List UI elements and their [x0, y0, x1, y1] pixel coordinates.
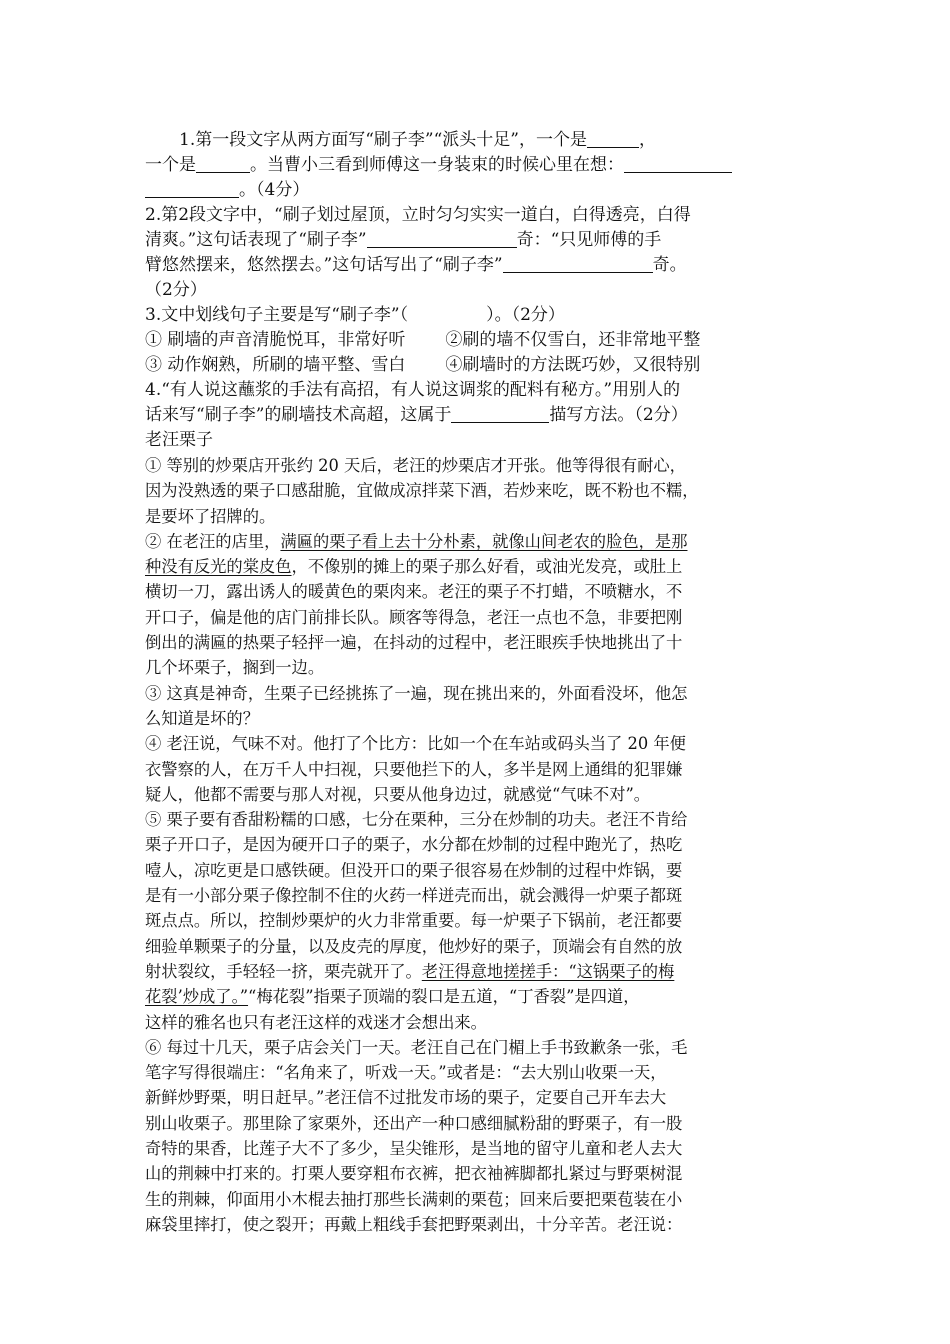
- q1-line3: 。（4分）: [145, 178, 810, 203]
- q1-line2: 一个是 。当曹小三看到师傅这一身装束的时候心里在想：: [145, 153, 810, 178]
- underlined-sentence: 满匾的栗子看上去十分朴素，就像山间老农的脸色，是那: [280, 531, 688, 551]
- q4-line1: 4.“有人说这蘸浆的手法有高招，有人说这调浆的配料有秘方。”用别人的: [145, 380, 681, 400]
- p4-line: 疑人，他都不需要与那人对视，只要从他身边过，就感觉“气味不对”。: [145, 784, 651, 804]
- answer-blank[interactable]: [587, 130, 639, 148]
- p6-line: 山的荆棘中打来的。打栗人要穿粗布衣裤，把衣袖裤脚都扎紧过与野栗树混: [145, 1164, 683, 1184]
- p6-line: 生的荆棘，仰面用小木棍去抽打那些长满刺的栗苞；回来后要把栗苞装在小: [145, 1189, 683, 1209]
- answer-blank[interactable]: [196, 155, 250, 173]
- p1-line: 是要坏了招牌的。: [145, 506, 276, 526]
- q2-line4: （2分）: [145, 280, 207, 300]
- p6-line: 奇特的果香，比莲子大不了多少，呈尖锥形，是当地的留守儿童和老人去大: [145, 1139, 683, 1159]
- p2-line: 几个坏栗子，搁到一边。: [145, 658, 325, 678]
- q2-line1: 2.第2段文字中，“刷子划过屋顶，立时匀匀实实一道白，白得透亮，白得: [145, 205, 691, 225]
- p5-line: ⑤ 栗子要有香甜粉糯的口感，七分在栗种，三分在炒制的功夫。老汪不肯给: [145, 810, 688, 830]
- p4-line: 衣警察的人，在万千人中扫视，只要他拦下的人，多半是网上通缉的犯罪嫌: [145, 759, 683, 779]
- answer-blank[interactable]: [451, 405, 549, 423]
- story-body: [145, 453, 810, 1237]
- p6-line: 别山收栗子。那里除了家栗外，还出产一种口感细腻粉甜的野栗子，有一股: [145, 1113, 683, 1133]
- q3-options-row2: ③ 动作娴熟，所刷的墙平整、雪白 ④刷墙时的方法既巧妙，又很特别: [145, 355, 701, 375]
- q1-line1: 1.第一段文字从两方面写“刷子李”“派头十足”，一个是 ，: [179, 130, 656, 150]
- q3-options-row1: ① 刷墙的声音清脆悦耳，非常好听 ②刷的墙不仅雪白，还非常地平整: [145, 330, 701, 350]
- p1-line: ① 等别的炒栗店开张约 20 天后，老汪的炒栗店才开张。他等得很有耐心，: [145, 456, 686, 475]
- q2-line3: 臂悠然摆来，悠然摆去。”这句话写出了“刷子李” 奇。: [145, 255, 687, 275]
- p3-line: 么知道是坏的？: [145, 708, 259, 728]
- p5-line: 这样的雅名也只有老汪这样的戏迷才会想出来。: [145, 1012, 487, 1032]
- q3-line1: 3.文中划线句子主要是写“刷子李”（ ）。（2分）: [145, 305, 565, 325]
- underlined-sentence: 老汪得意地搓搓手：“这锅栗子的梅: [421, 961, 675, 981]
- document-page: [145, 128, 810, 1237]
- p5-line: 细验单颗栗子的分量，以及皮壳的厚度，他炒好的栗子，顶端会有自然的放: [145, 936, 683, 956]
- p5-line: 斑点点。所以，控制炒栗炉的火力非常重要。每一炉栗子下锅前，老汪都要: [145, 911, 683, 931]
- p3-line: ③ 这真是神奇，生栗子已经挑拣了一遍，现在挑出来的，外面看没坏，他怎: [145, 683, 688, 703]
- p6-line: 新鲜炒野栗，明日赶早。”老汪信不过批发市场的栗子，定要自己开车去大: [145, 1088, 667, 1108]
- p6-line: 笔字写得很端庄：“名角来了，听戏一天。”或者是：“去大别山收栗一天，: [145, 1063, 667, 1083]
- p6-line: ⑥ 每过十几天，栗子店会关门一天。老汪自己在门楣上手书致歉条一张，毛: [145, 1037, 688, 1057]
- q4-line2: 话来写“刷子李”的刷墙技术高超，这属于 描写方法。（2分）: [145, 405, 688, 425]
- answer-blank[interactable]: [624, 155, 732, 173]
- p2-line: 种没有反光的棠皮色，不像别的摊上的栗子那么好看，或油光发亮，或肚上: [145, 557, 683, 577]
- p2-line: 开口子，偏是他的店门前排长队。顾客等得急，老汪一点也不急，非要把刚: [145, 607, 683, 627]
- p2-line: 倒出的满匾的热栗子轻抨一遍，在抖动的过程中，老汪眼疾手快地挑出了十: [145, 633, 683, 653]
- answer-blank[interactable]: [367, 230, 517, 248]
- p5-line: 是有一小部分栗子像控制不住的火药一样迸壳而出，就会溅得一炉栗子都斑: [145, 886, 683, 906]
- p4-line: ④ 老汪说，气味不对。他打了个比方：比如一个在车站或码头当了 20 年便: [145, 734, 686, 754]
- p5-line: 噎人，凉吃更是口感铁硬。但没开口的栗子很容易在炒制的过程中炸锅，要: [145, 860, 683, 880]
- p2-line: ② 在老汪的店里，满匾的栗子看上去十分朴素，就像山间老农的脸色，是那: [145, 531, 688, 551]
- p1-line: 因为没熟透的栗子口感甜脆，宜做成凉拌菜下酒，若炒来吃，既不粉也不糯，: [145, 481, 699, 501]
- p5-line: 栗子开口子，是因为硬开口子的栗子，水分都在炒制的过程中跑光了，热吃: [145, 835, 683, 855]
- p5-line: 花裂’炒成了。”“梅花裂”指栗子顶端的裂口是五道，“丁香裂”是四道，: [145, 987, 640, 1007]
- underlined-sentence: 种没有反光的棠皮色: [145, 557, 292, 577]
- p2-line: 横切一刀，露出诱人的暖黄色的栗肉来。老汪的栗子不打蜡，不喷糖水，不: [145, 582, 683, 602]
- p6-line: 麻袋里摔打，使之裂开；再戴上粗线手套把野栗剥出，十分辛苦。老汪说：: [145, 1214, 683, 1234]
- underlined-sentence: 花裂’炒成了。”: [145, 987, 249, 1007]
- answer-blank[interactable]: [145, 180, 239, 198]
- story-title: 老汪栗子: [145, 430, 213, 450]
- p5-line: 射状裂纹，手轻轻一挤，栗壳就开了。老汪得意地搓搓手：“这锅栗子的梅: [145, 961, 675, 981]
- answer-blank[interactable]: [503, 255, 653, 273]
- q2-line2: 清爽。”这句话表现了“刷子李” 奇：“只见师傅的手: [145, 230, 662, 250]
